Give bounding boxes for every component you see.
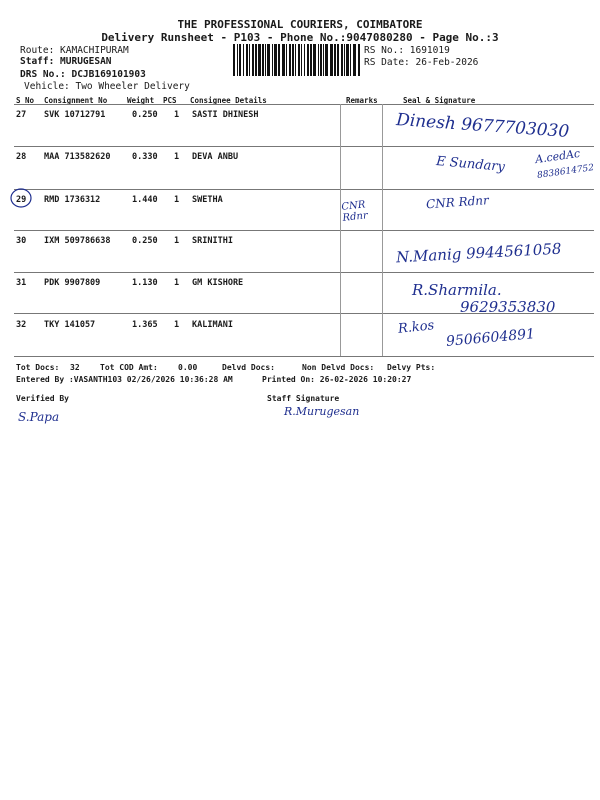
row-30-consignment: IXM 509786638: [44, 236, 111, 246]
remark-row-29: CNR Rdnr: [340, 199, 369, 224]
entered-by: Entered By :VASANTH103 02/26/2026 10:36:28 AM: [16, 375, 233, 384]
signature-row-31-name: R.Sharmila.: [412, 281, 502, 299]
row-30-sno: 30: [16, 236, 27, 246]
rs-date: RS Date: 26-Feb-2026: [364, 57, 479, 68]
rs-number: RS No.: 1691019: [364, 45, 450, 56]
total-docs-value: 32: [70, 363, 80, 372]
row-30-weight: 0.250: [132, 236, 158, 246]
row-29-consignee: SWETHA: [192, 195, 223, 205]
signature-row-28-name: E Sundary: [435, 154, 506, 175]
row-32-consignee: KALIMANI: [192, 320, 233, 330]
row-29-consignment: RMD 1736312: [44, 195, 101, 205]
row-divider: [14, 146, 594, 147]
runsheet-subtitle: Delivery Runsheet - P103 - Phone No.:9047080280 - Page No.:3: [101, 31, 499, 44]
signature-row-30: N.Manig 9944561058: [395, 239, 562, 267]
row-31-consignee: GM KISHORE: [192, 278, 244, 288]
row-27-pcs: 1: [174, 110, 180, 120]
row-31-pcs: 1: [174, 278, 180, 288]
signature-row-32-name: R.kos: [397, 318, 435, 337]
signature-row-28-extra: A.cedAc: [534, 146, 581, 167]
row-28-weight: 0.330: [132, 152, 158, 162]
row-31-consignment: PDK 9907809: [44, 278, 101, 288]
col-remarks: Remarks: [346, 96, 378, 105]
row-27-weight: 0.250: [132, 110, 158, 120]
row-32-consignment: TKY 141057: [44, 320, 96, 330]
row-27-sno: 27: [16, 110, 27, 120]
col-weight: Weight: [127, 96, 155, 105]
row-28-sno: 28: [16, 152, 27, 162]
row-divider: [14, 272, 594, 273]
table-bottom-rule: [14, 356, 594, 357]
header-rule: [14, 104, 594, 105]
barcode-image: [233, 44, 360, 76]
signature-row-27: Dinesh 9677703030: [395, 109, 570, 143]
drs-number: DRS No.: DCJB169101903: [20, 69, 146, 80]
col-pcs: PCS: [163, 96, 177, 105]
signature-row-32-phone: 9506604891: [445, 326, 536, 350]
col-consignment: Consignment No: [44, 96, 108, 105]
row-31-weight: 1.130: [132, 278, 158, 288]
signature-row-28-phone: 8838614752: [536, 163, 595, 181]
row-29-sno: 29: [16, 195, 27, 205]
row-28-pcs: 1: [174, 152, 180, 162]
verified-by-label: Verified By: [16, 394, 69, 403]
row-29-weight: 1.440: [132, 195, 158, 205]
staff-signature-label: Staff Signature: [267, 394, 340, 403]
signature-row-31-phone: 9629353830: [460, 298, 556, 316]
row-27-consignee: SASTI DHINESH: [192, 110, 259, 120]
vehicle-label: Vehicle: Two Wheeler Delivery: [24, 81, 190, 92]
row-32-pcs: 1: [174, 320, 180, 330]
total-docs-label: Tot Docs:: [16, 363, 60, 372]
row-30-consignee: SRINITHI: [192, 236, 233, 246]
row-28-consignee: DEVA ANBU: [192, 152, 239, 162]
signature-row-29: CNR Rdnr: [425, 193, 490, 212]
col-sno: S No: [16, 96, 35, 105]
row-28-consignment: MAA 713582620: [44, 152, 111, 162]
row-30-pcs: 1: [174, 236, 180, 246]
delivery-points-label: Delvy Pts:: [387, 363, 436, 372]
company-title: THE PROFESSIONAL COURIERS, COIMBATORE: [177, 18, 423, 31]
row-31-sno: 31: [16, 278, 27, 288]
non-delivered-docs-label: Non Delvd Docs:: [302, 363, 375, 372]
staff-signature: R.Murugesan: [284, 405, 360, 418]
row-divider: [14, 189, 594, 190]
col-consignee: Consignee Details: [190, 96, 267, 105]
staff-label: Staff: MURUGESAN: [20, 56, 112, 67]
printed-on: Printed On: 26-02-2026 10:20:27: [262, 375, 412, 384]
row-32-weight: 1.365: [132, 320, 158, 330]
column-divider: [340, 104, 341, 356]
row-32-sno: 32: [16, 320, 27, 330]
delivered-docs-label: Delvd Docs:: [222, 363, 275, 372]
cod-amount-label: Tot COD Amt:: [100, 363, 158, 372]
verifier-signature: S.Papa: [18, 410, 60, 424]
row-29-circle-mark: [8, 186, 34, 210]
column-divider: [382, 104, 383, 356]
cod-amount-value: 0.00: [178, 363, 198, 372]
row-27-consignment: SVK 10712791: [44, 110, 106, 120]
row-divider: [14, 230, 594, 231]
route-label: Route: KAMACHIPURAM: [20, 45, 129, 56]
row-29-pcs: 1: [174, 195, 180, 205]
col-seal-signature: Seal & Signature: [403, 96, 476, 105]
